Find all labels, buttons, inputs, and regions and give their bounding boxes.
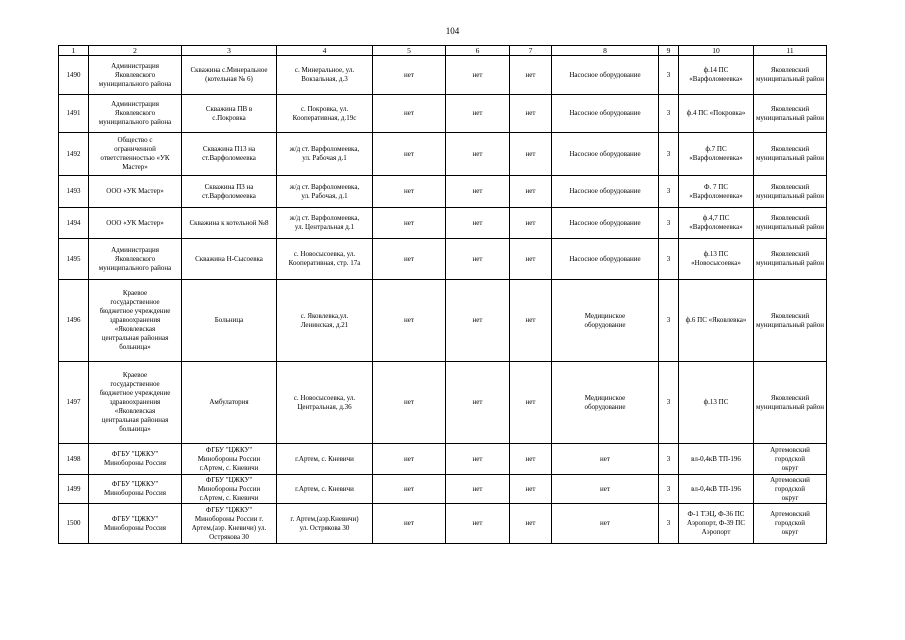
col6-cell: нет: [446, 133, 510, 176]
row-number-cell: 1495: [59, 239, 89, 280]
col5-cell: нет: [373, 475, 446, 504]
column-header: 3: [182, 46, 277, 56]
owner-cell: ФГБУ "ЦЖКУ" Минобороны Россия: [89, 444, 182, 475]
category-cell: 3: [659, 475, 679, 504]
column-header: 6: [446, 46, 510, 56]
col6-cell: нет: [446, 475, 510, 504]
col6-cell: нет: [446, 208, 510, 239]
feeder-cell: ф.6 ПС «Яковлевка»: [679, 280, 754, 362]
table-row: [59, 504, 827, 544]
table-row: [59, 444, 827, 475]
owner-cell: ФГБУ "ЦЖКУ" Минобороны Россия: [89, 504, 182, 544]
col6-cell: нет: [446, 239, 510, 280]
col5-cell: нет: [373, 56, 446, 95]
table-row: [59, 239, 827, 280]
category-cell: 3: [659, 133, 679, 176]
table-row: [59, 56, 827, 95]
equipment-cell: нет: [552, 444, 659, 475]
feeder-cell: ф.13 ПС: [679, 362, 754, 444]
district-cell: Артемовский городской округ: [754, 444, 827, 475]
owner-cell: Администрация Яковлевского муниципального района: [89, 56, 182, 95]
col5-cell: нет: [373, 504, 446, 544]
table-row: [59, 133, 827, 176]
column-header: 2: [89, 46, 182, 56]
row-number-cell: 1490: [59, 56, 89, 95]
district-cell: Яковлевский муниципальный район: [754, 208, 827, 239]
col6-cell: нет: [446, 95, 510, 133]
owner-cell: Краевое государственное бюджетное учреждение здравоохранения «Яковлевская центральная районная больница»: [89, 362, 182, 444]
header-row: [59, 46, 827, 56]
row-number-cell: 1491: [59, 95, 89, 133]
district-cell: Яковлевский муниципальный район: [754, 280, 827, 362]
district-cell: Яковлевский муниципальный район: [754, 362, 827, 444]
address-cell: с. Покровка, ул. Кооперативная, д.19с: [277, 95, 373, 133]
owner-cell: Администрация Яковлевского муниципального района: [89, 95, 182, 133]
column-header: 4: [277, 46, 373, 56]
address-cell: ж/д ст. Варфоломеевка, ул. Рабочая д.1: [277, 133, 373, 176]
object-name-cell: Амбулатория: [182, 362, 277, 444]
category-cell: 3: [659, 504, 679, 544]
col5-cell: нет: [373, 362, 446, 444]
address-cell: ж/д ст. Варфоломеевка, ул. Центральная д.1: [277, 208, 373, 239]
category-cell: 3: [659, 208, 679, 239]
address-cell: с. Яковлевка,ул. Ленинская, д.21: [277, 280, 373, 362]
object-name-cell: Скважина П13 на ст.Варфоломеевка: [182, 133, 277, 176]
col7-cell: нет: [510, 444, 552, 475]
row-number-cell: 1498: [59, 444, 89, 475]
feeder-cell: ф.13 ПС «Новосысоевка»: [679, 239, 754, 280]
column-header: 8: [552, 46, 659, 56]
feeder-cell: ф.7 ПС «Варфоломеевка»: [679, 133, 754, 176]
address-cell: ж/д ст. Варфоломеевка, ул. Рабочая, д.1: [277, 176, 373, 208]
col7-cell: нет: [510, 95, 552, 133]
col6-cell: нет: [446, 504, 510, 544]
col6-cell: нет: [446, 56, 510, 95]
column-header: 9: [659, 46, 679, 56]
category-cell: 3: [659, 444, 679, 475]
row-number-cell: 1499: [59, 475, 89, 504]
object-name-cell: Скважина П3 на ст.Варфоломеевка: [182, 176, 277, 208]
address-cell: г.Артем, с. Кневичи: [277, 475, 373, 504]
table-row: [59, 176, 827, 208]
row-number-cell: 1500: [59, 504, 89, 544]
equipment-cell: Медицинское оборудование: [552, 280, 659, 362]
col7-cell: нет: [510, 504, 552, 544]
owner-cell: ООО «УК Мастер»: [89, 176, 182, 208]
page-number: 104: [445, 26, 460, 36]
table-row: [59, 362, 827, 444]
feeder-cell: Ф-1 ТЭЦ, Ф-36 ПС Аэропорт, Ф-39 ПС Аэропорт: [679, 504, 754, 544]
table-row: [59, 95, 827, 133]
col6-cell: нет: [446, 362, 510, 444]
district-cell: Яковлевский муниципальный район: [754, 133, 827, 176]
col7-cell: нет: [510, 362, 552, 444]
district-cell: Яковлевский муниципальный район: [754, 56, 827, 95]
equipment-cell: Насосное оборудование: [552, 95, 659, 133]
feeder-cell: Ф. 7 ПС «Варфоломеевка»: [679, 176, 754, 208]
category-cell: 3: [659, 362, 679, 444]
col7-cell: нет: [510, 475, 552, 504]
col7-cell: нет: [510, 239, 552, 280]
equipment-cell: нет: [552, 475, 659, 504]
col7-cell: нет: [510, 133, 552, 176]
col5-cell: нет: [373, 444, 446, 475]
object-name-cell: Скважина с.Минеральное (котельная № 6): [182, 56, 277, 95]
category-cell: 3: [659, 56, 679, 95]
owner-cell: Общество с ограниченной ответственностью «УК Мастер»: [89, 133, 182, 176]
object-name-cell: Скважина ПВ в с.Покровка: [182, 95, 277, 133]
address-cell: с. Минеральное, ул. Вокзальная, д.3: [277, 56, 373, 95]
address-cell: с. Новосысоевка, ул. Кооперативная, стр. 17а: [277, 239, 373, 280]
district-cell: Артемовский городской округ: [754, 475, 827, 504]
col7-cell: нет: [510, 56, 552, 95]
table-row: [59, 475, 827, 504]
equipment-cell: Насосное оборудование: [552, 239, 659, 280]
col7-cell: нет: [510, 280, 552, 362]
row-number-cell: 1497: [59, 362, 89, 444]
column-header: 5: [373, 46, 446, 56]
column-header: 10: [679, 46, 754, 56]
registry-table: [58, 45, 827, 544]
owner-cell: Администрация Яковлевского муниципального района: [89, 239, 182, 280]
col6-cell: нет: [446, 176, 510, 208]
row-number-cell: 1493: [59, 176, 89, 208]
col5-cell: нет: [373, 95, 446, 133]
district-cell: Яковлевский муниципальный район: [754, 95, 827, 133]
owner-cell: Краевое государственное бюджетное учреждение здравоохранения «Яковлевская центральная районная больница»: [89, 280, 182, 362]
col6-cell: нет: [446, 444, 510, 475]
col5-cell: нет: [373, 176, 446, 208]
object-name-cell: ФГБУ "ЦЖКУ" Минобороны России г.Артем, с. Кневичи: [182, 444, 277, 475]
column-header: 7: [510, 46, 552, 56]
feeder-cell: ф.4 ПС «Покровка»: [679, 95, 754, 133]
category-cell: 3: [659, 280, 679, 362]
feeder-cell: ф.4,7 ПС «Варфоломеевка»: [679, 208, 754, 239]
district-cell: Яковлевский муниципальный район: [754, 176, 827, 208]
category-cell: 3: [659, 176, 679, 208]
category-cell: 3: [659, 95, 679, 133]
address-cell: г. Артем,(аэр.Кневичи) ул. Острякова 30: [277, 504, 373, 544]
object-name-cell: Скважина Н-Сысоевка: [182, 239, 277, 280]
col5-cell: нет: [373, 208, 446, 239]
row-number-cell: 1492: [59, 133, 89, 176]
feeder-cell: ф.14 ПС «Варфоломеевка»: [679, 56, 754, 95]
equipment-cell: Медицинское оборудование: [552, 362, 659, 444]
address-cell: г.Артем, с. Кневичи: [277, 444, 373, 475]
equipment-cell: Насосное оборудование: [552, 176, 659, 208]
feeder-cell: вл-0,4кВ ТП-196: [679, 475, 754, 504]
table-row: [59, 280, 827, 362]
col5-cell: нет: [373, 133, 446, 176]
equipment-cell: Насосное оборудование: [552, 133, 659, 176]
col6-cell: нет: [446, 280, 510, 362]
district-cell: Артемовский городской округ: [754, 504, 827, 544]
table-row: [59, 208, 827, 239]
column-header: 1: [59, 46, 89, 56]
column-header: 11: [754, 46, 827, 56]
row-number-cell: 1496: [59, 280, 89, 362]
address-cell: с. Новосысоевка, ул. Центральная, д.36: [277, 362, 373, 444]
district-cell: Яковлевский муниципальный район: [754, 239, 827, 280]
equipment-cell: нет: [552, 504, 659, 544]
col7-cell: нет: [510, 208, 552, 239]
object-name-cell: ФГБУ "ЦЖКУ" Минобороны России г.Артем, с. Кневичи: [182, 475, 277, 504]
col5-cell: нет: [373, 239, 446, 280]
feeder-cell: вл-0,4кВ ТП-196: [679, 444, 754, 475]
col5-cell: нет: [373, 280, 446, 362]
col7-cell: нет: [510, 176, 552, 208]
object-name-cell: Скважина к котельной №8: [182, 208, 277, 239]
equipment-cell: Насосное оборудование: [552, 208, 659, 239]
category-cell: 3: [659, 239, 679, 280]
owner-cell: ФГБУ "ЦЖКУ" Минобороны Россия: [89, 475, 182, 504]
object-name-cell: ФГБУ "ЦЖКУ" Минобороны России г. Артем,(аэр. Кневичи) ул. Острякова 30: [182, 504, 277, 544]
equipment-cell: Насосное оборудование: [552, 56, 659, 95]
row-number-cell: 1494: [59, 208, 89, 239]
owner-cell: ООО «УК Мастер»: [89, 208, 182, 239]
object-name-cell: Больница: [182, 280, 277, 362]
